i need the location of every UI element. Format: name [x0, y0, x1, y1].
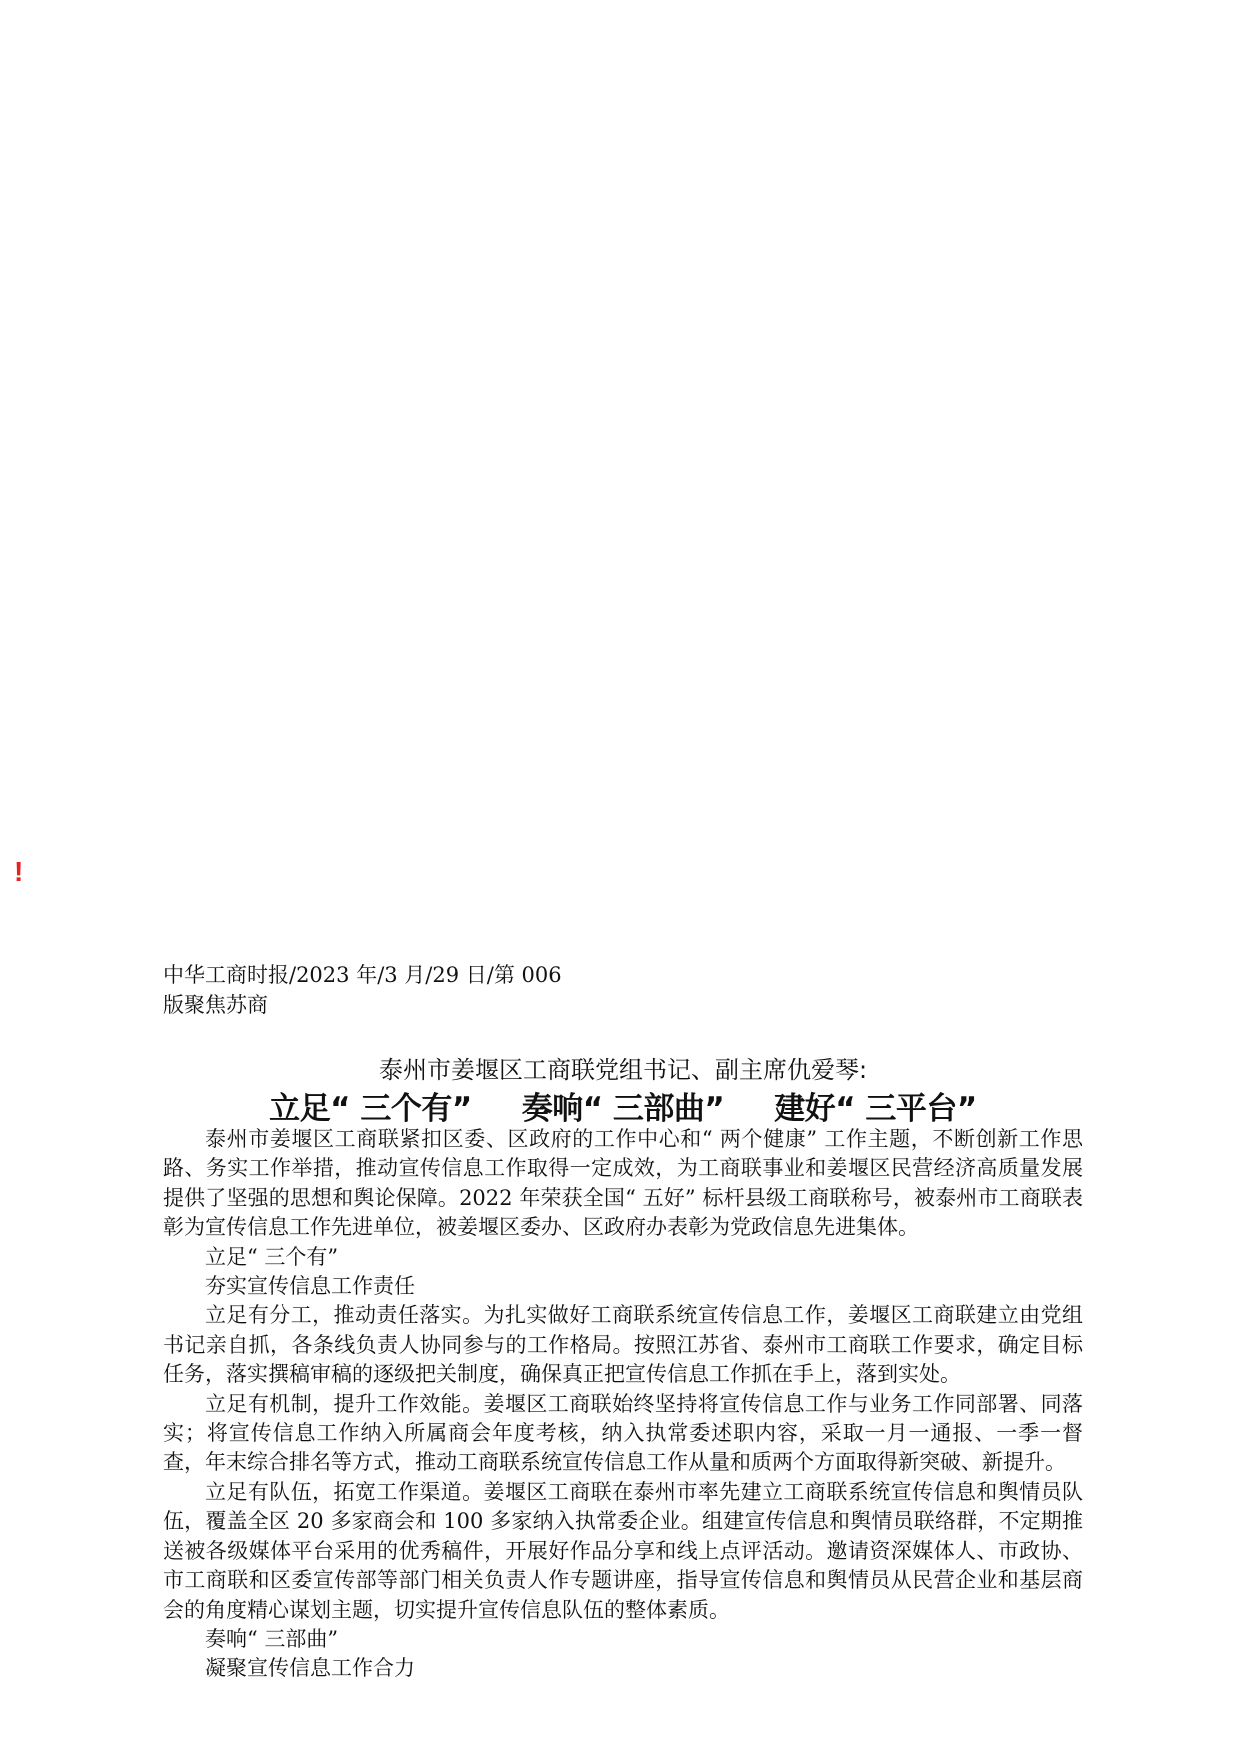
source-citation: [163, 960, 723, 1020]
title-part-3: 建好“ 三平台”: [774, 1091, 977, 1127]
section-heading-2: 奏响“ 三部曲”: [205, 1626, 339, 1651]
source-line-1: 中华工商时报/2023 年/3 月/29 日/第 006: [163, 963, 562, 987]
section-heading-1: 立足“ 三个有”: [205, 1244, 339, 1269]
source-line-2: 版聚焦苏商: [163, 993, 268, 1017]
article-subtitle: 泰州市姜堰区工商联党组书记、副主席仇爱琴:: [378, 1056, 868, 1084]
alert-mark: !: [14, 856, 24, 887]
intro-paragraph: 泰州市姜堰区工商联紧扣区委、区政府的工作中心和“ 两个健康” 工作主题，不断创新工作思路、务实工作举措，推动宣传信息工作取得一定成效，为工商联事业和姜堰区民营经济高质量发展提供了坚强的思想和舆论保障。2022 年荣获全国“ 五好” 标杆县级工商联称号，被泰州市工商联表彰为宣传信息工作先进单位，被姜堰区委办、区政府办表彰为党政信息先进集体。: [163, 1127, 1083, 1240]
title-part-1: 立足“ 三个有”: [269, 1091, 472, 1127]
body-paragraph-team: 立足有队伍，拓宽工作渠道。姜堰区工商联在泰州市率先建立工商联系统宣传信息和舆情员队伍，覆盖全区 20 多家商会和 100 多家纳入执常委企业。组建宣传信息和舆情员联络群，不定期推送被各级媒体平台采用的优秀稿件，开展好作品分享和线上点评活动。邀请资深媒体人、市政协、市工商联和区委宣传部等部门相关负责人作专题讲座，指导宣传信息和舆情员从民营企业和基层商会的角度精心谋划主题，切实提升宣传信息队伍的整体素质。: [163, 1479, 1083, 1622]
body-paragraph-mechanism: 立足有机制，提升工作效能。姜堰区工商联始终坚持将宣传信息工作与业务工作同部署、同落实；将宣传信息工作纳入所属商会年度考核，纳入执常委述职内容，采取一月一通报、一季一督查，年末综合排名等方式，推动工商联系统宣传信息工作从量和质两个方面取得新突破、新提升。: [163, 1391, 1083, 1475]
article-title: [163, 1089, 1083, 1129]
title-part-2: 奏响“ 三部曲”: [521, 1091, 725, 1127]
section-subheading-2: 凝聚宣传信息工作合力: [205, 1656, 415, 1681]
article-body: [163, 1125, 1083, 1684]
section-subheading-1: 夯实宣传信息工作责任: [205, 1274, 415, 1299]
body-paragraph-division: 立足有分工，推动责任落实。为扎实做好工商联系统宣传信息工作，姜堰区工商联建立由党组书记亲自抓，各条线负责人协同参与的工作格局。按照江苏省、泰州市工商联工作要求，确定目标任务，落实撰稿审稿的逐级把关制度，确保真正把宣传信息工作抓在手上，落到实处。: [163, 1303, 1083, 1387]
